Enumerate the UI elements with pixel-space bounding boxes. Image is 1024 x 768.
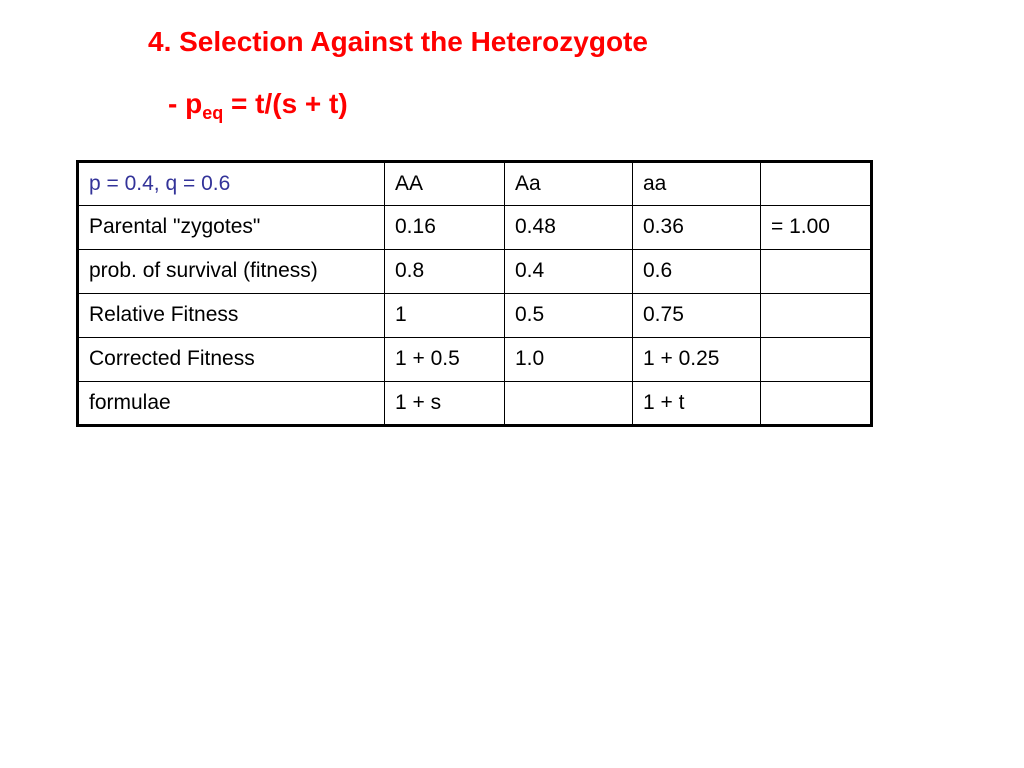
equilibrium-formula <box>168 88 348 124</box>
table-cell: 0.8 <box>385 250 505 294</box>
table-cell: 1 + 0.25 <box>633 338 761 382</box>
table-row <box>78 250 872 294</box>
table-cell <box>761 162 872 206</box>
table-cell: 1 <box>385 294 505 338</box>
slide-title: 4. Selection Against the Heterozygote <box>148 26 648 57</box>
table-row <box>78 382 872 426</box>
table-cell: = 1.00 <box>761 206 872 250</box>
table-cell: 1 + s <box>385 382 505 426</box>
table-cell: Corrected Fitness <box>78 338 385 382</box>
table-cell: 1 + 0.5 <box>385 338 505 382</box>
table-cell: 0.75 <box>633 294 761 338</box>
formula-subscript: eq <box>202 103 224 123</box>
table-cell <box>761 382 872 426</box>
table-cell: AA <box>385 162 505 206</box>
table-cell: 0.5 <box>505 294 633 338</box>
fitness-table <box>76 160 873 427</box>
table-cell: 0.6 <box>633 250 761 294</box>
table-cell <box>761 338 872 382</box>
table-cell: aa <box>633 162 761 206</box>
table-row <box>78 338 872 382</box>
table-cell: 1 + t <box>633 382 761 426</box>
table-row <box>78 294 872 338</box>
table-row <box>78 206 872 250</box>
table-cell: 0.36 <box>633 206 761 250</box>
table-cell: formulae <box>78 382 385 426</box>
table-cell: prob. of survival (fitness) <box>78 250 385 294</box>
table-cell: Relative Fitness <box>78 294 385 338</box>
table-cell: 0.48 <box>505 206 633 250</box>
formula-prefix: - p <box>168 88 203 119</box>
table-cell: Aa <box>505 162 633 206</box>
table-cell: p = 0.4, q = 0.6 <box>78 162 385 206</box>
table-cell <box>761 250 872 294</box>
table-cell: Parental "zygotes" <box>78 206 385 250</box>
table-cell <box>761 294 872 338</box>
table-cell <box>505 382 633 426</box>
table-cell: 1.0 <box>505 338 633 382</box>
table-header-row <box>78 162 872 206</box>
table-cell: 0.16 <box>385 206 505 250</box>
formula-rest: = t/(s + t) <box>223 88 348 119</box>
table-cell: 0.4 <box>505 250 633 294</box>
